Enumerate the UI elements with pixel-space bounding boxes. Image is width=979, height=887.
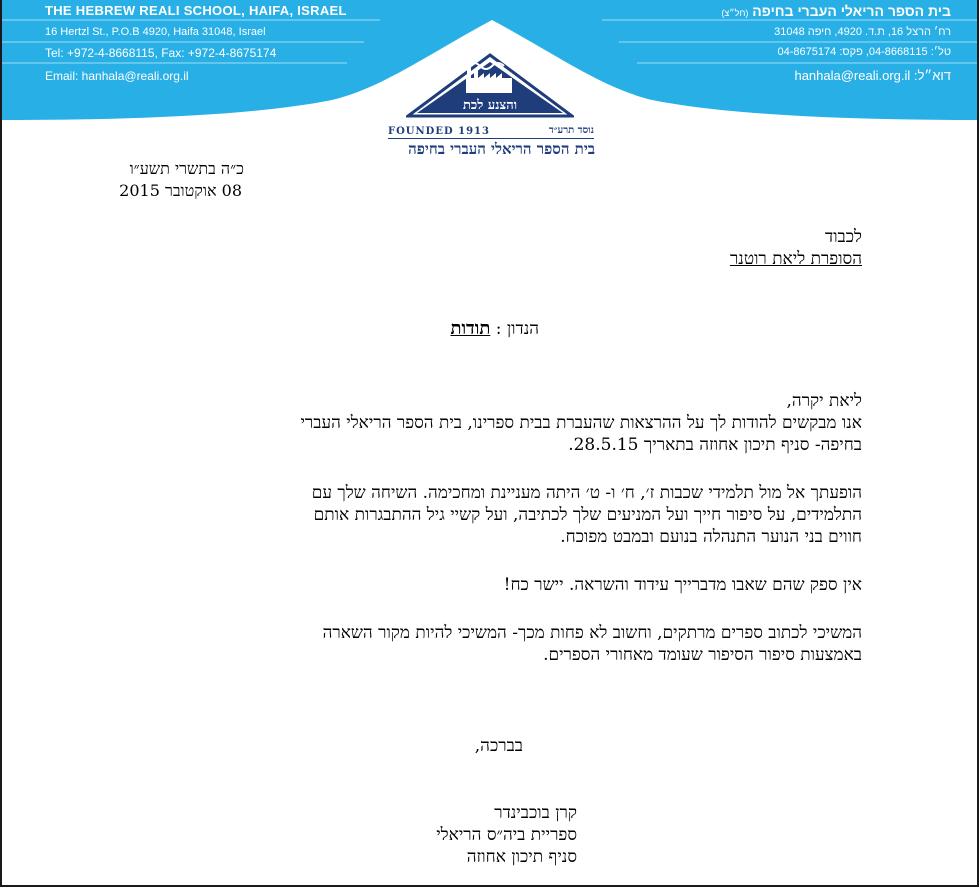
header-en-address: 16 Hertzl St., P.O.B 4920, Haifa 31048, Israel (45, 26, 266, 38)
signature-block (436, 802, 577, 868)
subject-line (450, 318, 539, 340)
logo-school-name: בית הספר הריאלי העברי בחיפה (408, 140, 595, 158)
paragraph-3: אין ספק שהם שאבו מדברייך עידוד והשראה. יישר כח! (503, 575, 862, 595)
paragraph-4 (323, 622, 862, 666)
header-en-email: Email: hanhala@reali.org.il (45, 69, 189, 83)
signature-branch: סניף תיכון אחוזה (466, 847, 577, 867)
date-hebrew: כ״ה בתשרי תשע״ו (129, 159, 244, 178)
logo-motto: והצנע לכת (462, 98, 518, 113)
header-he-phone-fax: טל׳: 04-8668115, פקס: 04-8675174 (777, 46, 951, 58)
paragraph-line: התלמידים, על סיפור חייך ועל המניעים שלך לכתיבה, ועל קשיי גיל ההתבגרות אותם (313, 505, 862, 525)
subject: תודות (450, 318, 491, 339)
paragraph-line: בחיפה- סניף תיכון אחוזה בתאריך 28.5.15. (568, 435, 862, 455)
signature-title: ספריית ביה״ס הריאלי (436, 825, 577, 845)
paragraph-line: המשיכי לכתוב ספרים מרתקים, וחשוב לא פחות מכך- המשיכי להיות מקור השארה (322, 623, 862, 643)
recipient: הסופרת ליאת רוטנר (729, 249, 862, 269)
header-he-title-suffix: (חל״צ) (721, 8, 749, 18)
header-he-title-text: בית הספר הריאלי העברי בחיפה (752, 3, 951, 19)
paragraph-line: חווים בני הנוער התנהלה בנועם ובמבט מפוכח. (560, 527, 862, 547)
logo-divider (388, 138, 594, 139)
page-border-left (0, 0, 2, 887)
header-en-phone-fax: Tel: +972-4-8668115, Fax: +972-4-8675174 (45, 46, 277, 60)
header-he-title (721, 3, 951, 19)
closing: בברכה, (474, 736, 523, 756)
paragraph-1 (300, 390, 862, 456)
subject-label: הנדון : (495, 319, 539, 339)
logo-founded-he: נוסד תרע״ד (548, 125, 594, 136)
school-logo (406, 52, 574, 118)
paragraph-2 (312, 482, 862, 548)
signature-name: קרן בוכבינדר (494, 803, 577, 823)
logo-founded-en: FOUNDED 1913 (388, 126, 490, 137)
paragraph-line: באמצעות סיפור הסיפור שעומד מאחורי הספרים. (543, 645, 862, 665)
header-he-address: רח׳ הרצל 16, ת.ד. 4920, חיפה 31048 (774, 26, 951, 38)
greeting: ליאת יקרה, (786, 391, 862, 411)
date-gregorian: 08 אוקטובר 2015 (119, 181, 242, 200)
header-he-email: דוא״ל: hanhala@reali.org.il (794, 68, 951, 83)
paragraph-line: הופעתך אל מול תלמידי שכבות ז׳, ח׳ ו- ט׳ היתה מעניינת ומחכימה. השיחה שלך עם (311, 483, 862, 503)
header-en-title: THE HEBREW REALI SCHOOL, HAIFA, ISRAEL (45, 3, 347, 18)
to-label: לכבוד (825, 227, 862, 247)
paragraph-line: אנו מבקשים להודות לך על ההרצאות שהעברת בבית ספרינו, בית הספר הריאלי העברי (300, 413, 862, 433)
